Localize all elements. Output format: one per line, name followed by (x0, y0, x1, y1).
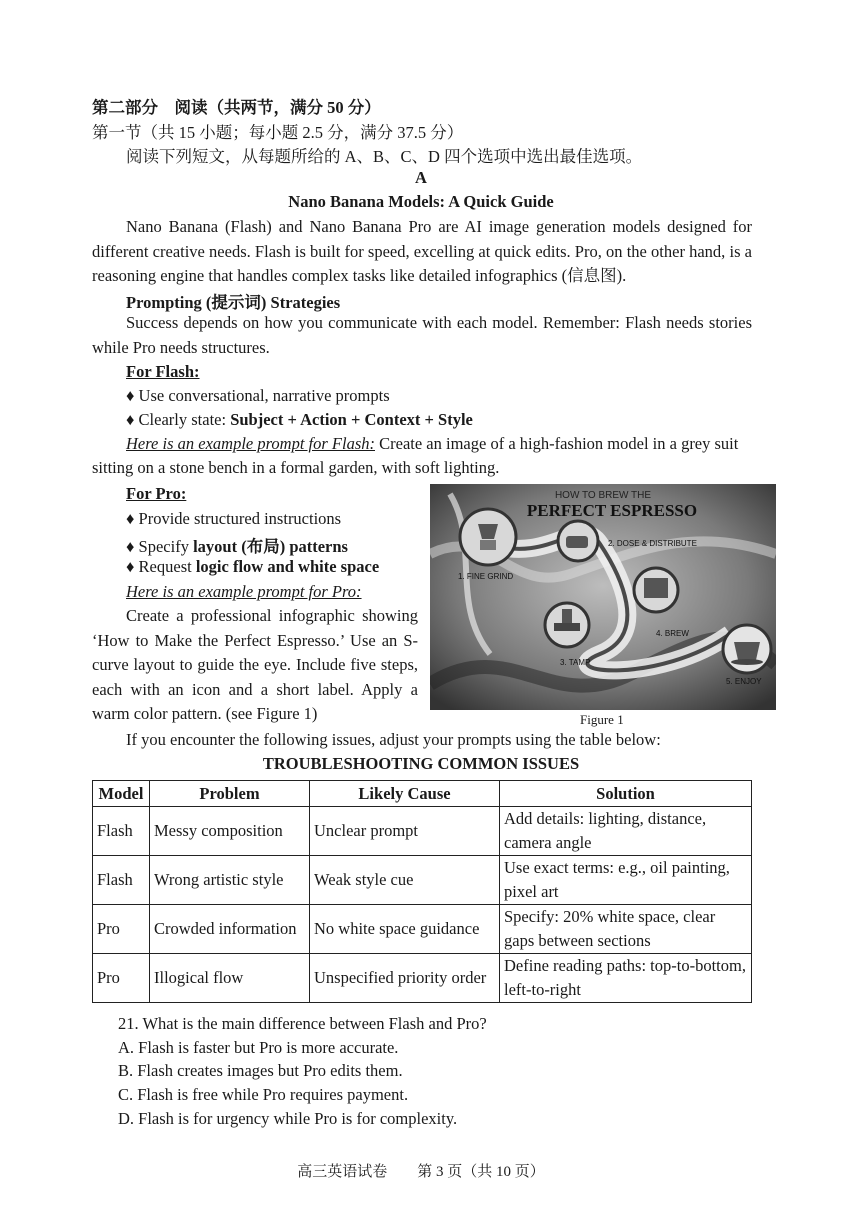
cell-solution: Specify: 20% white space, clear gaps between sections (500, 905, 752, 954)
pro-bullet-2-bold: layout (布局) patterns (193, 537, 348, 556)
bullet-icon: ♦ (126, 509, 135, 528)
pro-heading: For Pro: (126, 484, 187, 503)
flash-heading: For Flash: (126, 362, 200, 381)
flash-bullet-1 (126, 386, 390, 406)
pro-bullet-1-text: Provide structured instructions (138, 509, 342, 528)
pro-bullet-3 (126, 557, 379, 577)
header-likely-cause: Likely Cause (310, 781, 500, 807)
pro-example-label: Here is an example prompt for Pro: (126, 582, 362, 601)
option-c[interactable]: C. Flash is free while Pro requires payment. (118, 1085, 409, 1104)
flash-bullet-2-prefix: Clearly state: (138, 410, 231, 429)
table-row (93, 856, 752, 905)
pro-example-paragraph: Create a professional infographic showing ‘How to Make the Perfect Espresso.’ Use an S-curve layout to guide the eye. Include five steps, each with an icon and a short label. Apply a warm color pattern. (see Figure 1) (92, 606, 418, 723)
prompting-heading: Prompting (提示词) Strategies (126, 293, 341, 312)
cell-problem: Messy composition (150, 807, 310, 856)
flash-example-label: Here is an example prompt for Flash: (126, 434, 375, 453)
cell-problem: Crowded information (150, 905, 310, 954)
cell-model: Pro (93, 954, 150, 1003)
section-title: 第一节（共 15 小题；每小题 2.5 分，满分 37.5 分） (92, 123, 464, 142)
figure-step-3: 3. TAMP (560, 658, 591, 667)
cell-model: Flash (93, 856, 150, 905)
cell-solution: Add details: lighting, distance, camera angle (500, 807, 752, 856)
cell-cause: Weak style cue (310, 856, 500, 905)
pro-bullet-1 (126, 509, 341, 529)
figure-step-1: 1. FINE GRIND (458, 572, 514, 581)
page-footer: 高三英语试卷 第 3 页（共 10 页） (297, 1164, 545, 1180)
cell-cause: Unspecified priority order (310, 954, 500, 1003)
cell-solution: Use exact terms: e.g., oil painting, pixel art (500, 856, 752, 905)
option-b[interactable]: B. Flash creates images but Pro edits them. (118, 1061, 403, 1080)
table-header-row (93, 781, 752, 807)
figure-step-5: 5. ENJOY (726, 677, 762, 686)
instruction-text: 阅读下列短文，从每题所给的 A、B、C、D 四个选项中选出最佳选项。 (126, 147, 643, 166)
figure-caption: Figure 1 (580, 712, 624, 727)
espresso-infographic (430, 484, 776, 710)
troubleshooting-table (92, 780, 752, 1003)
article-title: Nano Banana Models: A Quick Guide (288, 192, 554, 211)
figure-step-4: 4. BREW (656, 629, 689, 638)
table-title: TROUBLESHOOTING COMMON ISSUES (262, 754, 580, 773)
cell-cause: Unclear prompt (310, 807, 500, 856)
header-solution: Solution (500, 781, 752, 807)
bullet-icon: ♦ (126, 410, 135, 429)
part-title: 第二部分 阅读（共两节，满分 50 分） (92, 98, 381, 117)
pro-bullet-3-bold: logic flow and white space (195, 557, 380, 576)
flash-bullet-2-bold: Subject + Action + Context + Style (230, 410, 473, 429)
table-row (93, 905, 752, 954)
figure-step-2: 2. DOSE & DISTRIBUTE (608, 539, 697, 548)
table-row (93, 954, 752, 1003)
bullet-icon: ♦ (126, 557, 135, 576)
prompting-paragraph: Success depends on how you communicate with each model. Remember: Flash needs stories while Pro needs structures. (92, 313, 752, 357)
flash-bullet-2 (126, 410, 473, 430)
pro-bullet-2-prefix: Specify (138, 537, 194, 556)
pro-bullet-2 (126, 533, 348, 557)
question-stem: 21. What is the main difference between Flash and Pro? (118, 1014, 487, 1033)
passage-letter: A (415, 168, 427, 187)
header-problem: Problem (150, 781, 310, 807)
cell-solution: Define reading paths: top-to-bottom, left-to-right (500, 954, 752, 1003)
cell-problem: Wrong artistic style (150, 856, 310, 905)
cell-cause: No white space guidance (310, 905, 500, 954)
figure-title-small: HOW TO BREW THE (554, 490, 652, 501)
cell-problem: Illogical flow (150, 954, 310, 1003)
flash-bullet-1-text: Use conversational, narrative prompts (138, 386, 390, 405)
pro-bullet-3-prefix: Request (138, 557, 196, 576)
flash-example-text: Create an image of a high-fashion model in a grey suit (375, 434, 739, 453)
table-intro: If you encounter the following issues, adjust your prompts using the table below: (126, 730, 661, 749)
intro-paragraph: Nano Banana (Flash) and Nano Banana Pro are AI image generation models designed for different creative needs. Flash is built for speed, excelling at quick edits. Pro, on the other hand, is a reasoning engine that handles complex tasks like detailed infographics (信息图). (92, 217, 752, 285)
flash-example (126, 434, 738, 454)
header-model: Model (93, 781, 150, 807)
figure-title-big: PERFECT ESPRESSO (526, 501, 698, 520)
cell-model: Flash (93, 807, 150, 856)
option-d[interactable]: D. Flash is for urgency while Pro is for complexity. (118, 1109, 458, 1128)
flash-example-continued: sitting on a stone bench in a formal garden, with soft lighting. (92, 458, 500, 477)
option-a[interactable]: A. Flash is faster but Pro is more accurate. (118, 1038, 399, 1057)
bullet-icon: ♦ (126, 386, 135, 405)
bullet-icon: ♦ (126, 537, 135, 556)
cell-model: Pro (93, 905, 150, 954)
table-row (93, 807, 752, 856)
